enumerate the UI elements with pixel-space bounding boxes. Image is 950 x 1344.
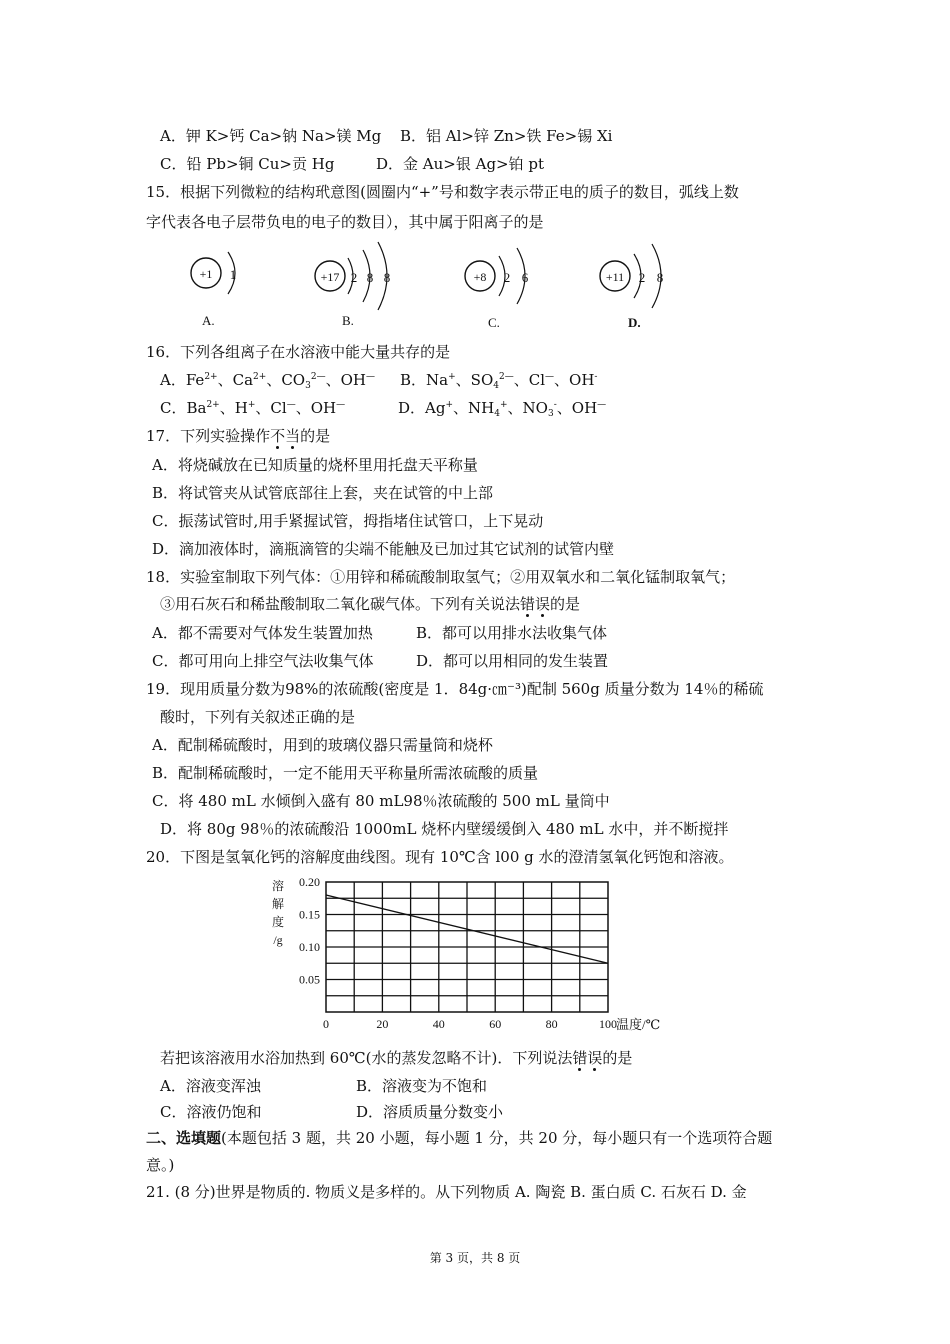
q20-followup: 若把该溶液用水浴加热到 60℃(水的蒸发忽略不计)．下列说法错误的是 bbox=[160, 1049, 633, 1067]
atom-d-shell-2: 8 bbox=[656, 270, 664, 285]
chart-y-tick-label: 0.20 bbox=[299, 875, 320, 889]
atom-diagram-d bbox=[600, 244, 663, 330]
q19-stem-line1: 19．现用质量分数为98%的浓硫酸(密度是 1．84g·㎝⁻³)配制 560g 质量分数为 14％的稀硫 bbox=[146, 680, 764, 698]
q19-option-d: D．将 80g 98％的浓硫酸沿 1000mL 烧杯内壁缓缓倒入 480 mL 水中，并不断搅拌 bbox=[160, 820, 729, 838]
q17-option-d: D．滴加液体时，滴瓶滴管的尖端不能触及已加过其它试剂的试管内壁 bbox=[152, 540, 615, 558]
q18-option-b: B．都可以用排水法收集气体 bbox=[416, 624, 608, 642]
section2-desc: (本题包括 3 题，共 20 小题，每小题 1 分，共 20 分，每小题只有一个选项符合题 bbox=[221, 1129, 773, 1147]
section2-desc-line2: 意。) bbox=[146, 1156, 175, 1174]
atom-d-nucleus: +11 bbox=[605, 270, 625, 284]
chart-y-axis-label: 度 bbox=[271, 915, 285, 929]
section2-title: 二、选填题 bbox=[146, 1129, 222, 1147]
chart-x-tick-label: 60 bbox=[489, 1017, 502, 1031]
q18-stem-line2: ③用石灰石和稀盐酸制取二氧化碳气体。下列有关说法错误的是 bbox=[160, 595, 581, 613]
atom-a-label: A. bbox=[202, 313, 215, 328]
q15-stem-line1: 15．根据下列微粒的结构玳意图(圆圈内“+”号和数字表示带正电的质子的数目，弧线上数 bbox=[146, 183, 739, 201]
q14-option-d: D．金 Au>银 Ag>铂 pt bbox=[376, 155, 545, 173]
q18-option-c: C．都可用向上排空气法收集气体 bbox=[152, 652, 374, 670]
q17-stem: 17．下列实验操作不当的是 bbox=[146, 427, 331, 445]
atom-a-shell-1: 1 bbox=[229, 267, 237, 282]
q19-option-c: C．将 480 mL 水倾倒入盛有 80 mL98％浓硫酸的 500 mL 量筒中 bbox=[152, 792, 610, 810]
q14-option-c: C．铅 Pb>铜 Cu>贡 Hg bbox=[160, 155, 335, 173]
atom-b-nucleus: +17 bbox=[320, 270, 340, 284]
chart-x-tick-label: 0 bbox=[323, 1017, 329, 1031]
atom-c-nucleus: +8 bbox=[473, 270, 487, 284]
q16-option-c: C．$Ba^{2+}$、H+、Cl—、OH— bbox=[160, 399, 346, 417]
atom-b-shell-3: 8 bbox=[383, 270, 391, 285]
q16-stem: 16．下列各组离子在水溶液中能大量共存的是 bbox=[146, 343, 451, 361]
q19-stem-line2: 酸时，下列有关叙述正确的是 bbox=[160, 708, 356, 726]
atom-d-label: D. bbox=[628, 315, 641, 330]
atom-c-label: C. bbox=[488, 315, 500, 330]
chart-y-tick-label: 0.05 bbox=[299, 972, 320, 987]
q17-option-a: A．将烧碱放在已知质量的烧杯里用托盘天平称量 bbox=[152, 456, 478, 474]
chart-y-axis-label: 解 bbox=[271, 897, 285, 911]
q20-option-c: C．溶液仍饱和 bbox=[160, 1103, 262, 1121]
q20-stem: 20．下图是氢氧化钙的溶解度曲线图。现有 10℃含 l00 g 水的澄清氢氧化钙饱和溶液。 bbox=[146, 848, 734, 866]
atom-diagram-a bbox=[191, 252, 236, 328]
atom-b-shell-1: 2 bbox=[350, 270, 358, 285]
q19-option-b: B．配制稀硫酸时，一定不能用天平称量所需浓硫酸的质量 bbox=[152, 764, 539, 782]
chart-x-tick-label: 100 bbox=[599, 1017, 617, 1031]
q17-option-b: B．将试管夹从试管底部往上套，夹在试管的中上部 bbox=[152, 484, 494, 502]
chart-x-tick-label: 40 bbox=[432, 1017, 445, 1031]
q16-option-b: B．Na+、$SO_4^{2—}$、Cl—、OH- bbox=[400, 371, 598, 391]
page-number: 第 3 页，共 8 页 bbox=[429, 1251, 521, 1265]
chart-x-tick-label: 20 bbox=[376, 1017, 389, 1031]
q18-option-a: A．都不需要对气体发生装置加热 bbox=[152, 624, 373, 642]
solubility-chart bbox=[260, 870, 690, 1040]
atom-b-shell-2: 8 bbox=[366, 270, 374, 285]
q18-option-d: D．都可以用相同的发生装置 bbox=[416, 652, 609, 670]
q20-option-b: B．溶液变为不饱和 bbox=[356, 1077, 488, 1095]
q20-option-a: A．溶液变浑浊 bbox=[160, 1077, 261, 1095]
q15-stem-line2: 字代表各电子层带负电的电子的数目），其中属于阳离子的是 bbox=[146, 213, 544, 231]
atom-c-shell-1: 2 bbox=[503, 270, 511, 285]
q16-option-d: D．Ag+、$NH_4^+$、$NO_3^-$、OH— bbox=[398, 399, 607, 419]
atom-d-shell-1: 2 bbox=[638, 270, 646, 285]
atom-b-label: B. bbox=[342, 313, 354, 328]
chart-x-tick-label: 80 bbox=[545, 1017, 558, 1031]
atom-c-shell-2: 6 bbox=[521, 270, 529, 285]
section2-header bbox=[146, 1128, 772, 1148]
chart-y-tick-label: 0.15 bbox=[299, 907, 320, 922]
chart-x-axis-label: 温度/℃ bbox=[616, 1017, 661, 1032]
q18-stem-line1: 18．实验室制取下列气体：①用锌和稀硫酸制取氢气；②用双氧水和二氧化锰制取氧气； bbox=[146, 568, 736, 586]
atom-diagram-b bbox=[315, 242, 390, 328]
chart-y-axis-label: 溶 bbox=[271, 879, 285, 893]
atom-diagram-c bbox=[465, 248, 529, 330]
q19-option-a: A．配制稀硫酸时，用到的玻璃仪器只需量筒和烧杯 bbox=[152, 736, 493, 754]
chart-y-axis-label: /g bbox=[273, 933, 283, 947]
q16-option-a: A．$Fe^{2+}$、$Ca^{2+}$、$CO_3^{2—}$、OH— bbox=[160, 371, 375, 391]
atom-a-nucleus: +1 bbox=[199, 267, 213, 281]
q21-stem: 21. (8 分)世界是物质的. 物质义是多样的。从下列物质 A. 陶瓷 B. 蛋白质 C. 石灰石 D. 金 bbox=[146, 1183, 747, 1201]
atom-diagrams bbox=[180, 236, 700, 334]
q14-option-a: A．钾 K>钙 Ca>钠 Na>镁 Mg bbox=[160, 127, 382, 145]
chart-y-tick-label: 0.10 bbox=[299, 940, 320, 954]
q14-option-b: B．铝 Al>锌 Zn>铁 Fe>锡 Xi bbox=[400, 127, 613, 145]
q17-option-c: C．振荡试管时,用手紧握试管，拇指堵住试管口，上下晃动 bbox=[152, 512, 544, 530]
q20-option-d: D．溶质质量分数变小 bbox=[356, 1103, 504, 1121]
